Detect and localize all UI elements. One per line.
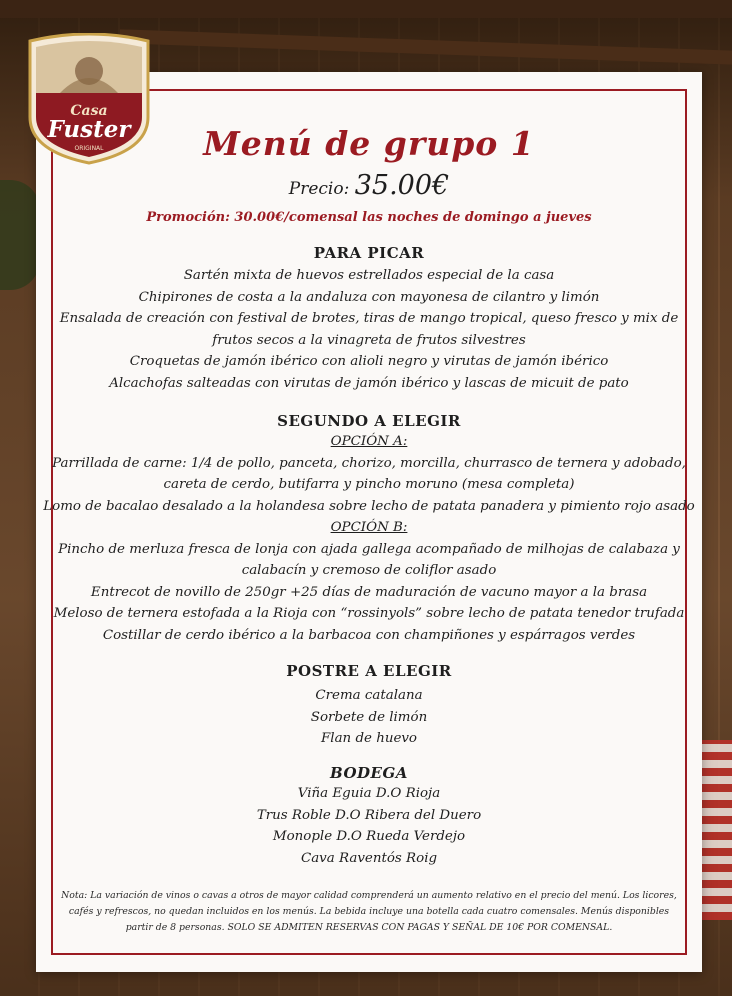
menu-item: Alcachofas salteadas con virutas de jamón ibérico y lascas de micuit de pato <box>109 375 629 391</box>
section-title: BODEGA <box>330 764 408 782</box>
footnote-line: partir de 8 personas. SOLO SE ADMITEN RESERVAS CON PAGAS Y SEÑAL DE 10€ POR COMENSAL. <box>125 922 613 933</box>
menu-card <box>36 72 702 972</box>
menu-item: Meloso de ternera estofada a la Rioja con “rossinyols” sobre lecho de patata tenedor trufada <box>53 606 685 621</box>
menu-item: Cava Raventós Roig <box>300 850 438 866</box>
option-b-label: OPCIÓN B: <box>330 520 408 535</box>
menu-item: Sartén mixta de huevos estrellados especial de la casa <box>183 268 555 283</box>
logo-text-casa: Casa <box>70 103 108 119</box>
menu-item: frutos secos a la vinagreta de frutos silvestres <box>212 332 526 348</box>
menu-title: Menú de grupo 1 <box>203 124 535 163</box>
menu-item: Costillar de cerdo ibérico a la barbacoa con champiñones y espárragos verdes <box>102 627 636 643</box>
menu-item: Flan de huevo <box>321 731 417 746</box>
section-title: POSTRE A ELEGIR <box>286 662 452 680</box>
menu-item: calabacín y cremoso de coliflor asado <box>241 563 497 578</box>
price-value: 35.00€ <box>354 170 450 201</box>
footnote-line: Nota: La variación de vinos o cavas a otros de mayor calidad comprenderá un aumento relativo en el precio del menú. Los licores, <box>61 890 677 901</box>
casa-fuster-logo <box>20 33 158 165</box>
section-title: SEGUNDO A ELEGIR <box>277 412 461 430</box>
section-segundo <box>36 412 702 646</box>
menu-item: Ensalada de creación con festival de brotes, tiras de mango tropical, queso fresco y mix de <box>59 311 679 326</box>
menu-item: Monople D.O Rueda Verdejo <box>272 829 466 844</box>
menu-item: Sorbete de limón <box>310 709 428 725</box>
logo-text-original: ORIGINAL <box>74 145 104 152</box>
option-a-label: OPCIÓN A: <box>330 434 408 449</box>
menu-item: Entrecot de novillo de 250gr +25 días de maduración de vacuno mayor a la brasa <box>90 584 648 600</box>
footnote-line: cafés y refrescos, no quedan incluidos en los menús. La bebida incluye una botella cada cuatro comensales. Menús disponibles <box>68 906 670 917</box>
menu-item: Trus Roble D.O Ribera del Duero <box>256 807 482 823</box>
ceiling-beam <box>0 0 732 18</box>
menu-item: Croquetas de jamón ibérico con alioli negro y virutas de jamón ibérico <box>129 354 609 369</box>
menu-item: Viña Eguia D.O Rioja <box>297 786 441 801</box>
price-label: Precio: <box>288 179 350 199</box>
background-plant <box>0 180 40 290</box>
section-postre <box>36 662 702 750</box>
menu-item: Crema catalana <box>315 688 423 703</box>
menu-item: Parrillada de carne: 1/4 de pollo, panceta, chorizo, morcilla, churrasco de ternera y adobado, <box>52 455 686 471</box>
menu-item: Lomo de bacalao desalado a la holandesa sobre lecho de patata panadera y pimiento rojo asado <box>43 498 695 514</box>
section-para-picar <box>36 244 702 394</box>
promotion-text: Promoción: 30.00€/comensal las noches de domingo a jueves <box>146 210 592 225</box>
price-line <box>36 170 702 201</box>
menu-item: careta de cerdo, butifarra y pincho moruno (mesa completa) <box>163 477 575 492</box>
section-title: PARA PICAR <box>313 244 425 262</box>
menu-item: Chipirones de costa a la andaluza con mayonesa de cilantro y limón <box>138 289 600 305</box>
logo-text-fuster: Fuster <box>47 116 131 143</box>
menu-item: Pincho de merluza fresca de lonja con ajada gallega acompañado de milhojas de calabaza y <box>58 541 680 557</box>
section-bodega <box>36 764 702 869</box>
footnote <box>58 888 680 936</box>
checkered-tablecloth <box>702 740 732 920</box>
